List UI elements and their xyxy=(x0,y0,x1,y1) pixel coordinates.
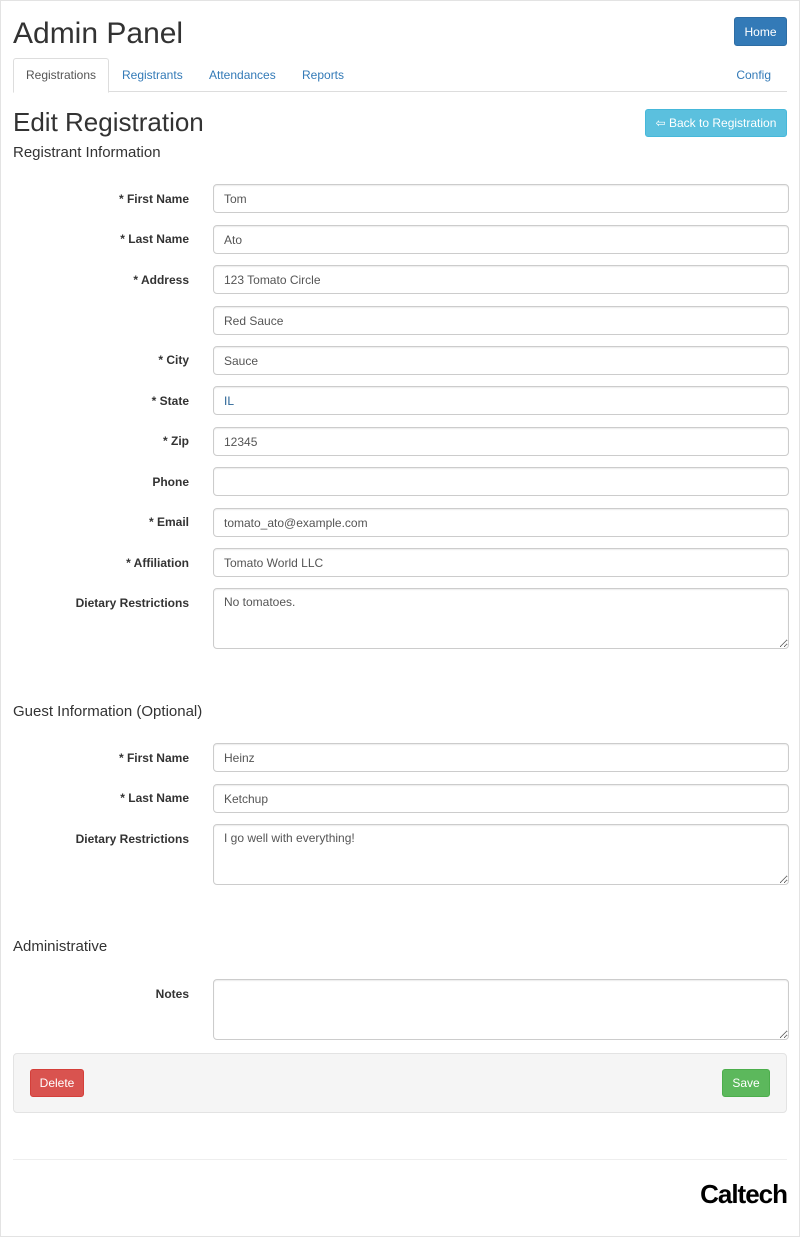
guest-first-name-input[interactable] xyxy=(213,743,789,772)
app-title: Admin Panel xyxy=(13,17,184,50)
guest-first-name-label: * First Name xyxy=(118,751,189,765)
last-name-input[interactable] xyxy=(213,225,789,254)
city-label: * City xyxy=(158,353,189,367)
dietary-restrictions-textarea[interactable] xyxy=(213,588,789,649)
tab-registrations[interactable]: Registrations xyxy=(13,58,109,93)
tab-attendances[interactable]: Attendances xyxy=(209,68,276,82)
home-button[interactable]: Home xyxy=(734,17,787,46)
delete-button[interactable]: Delete xyxy=(30,1069,84,1097)
notes-textarea[interactable] xyxy=(213,979,789,1040)
form-actions-bar xyxy=(13,1053,787,1113)
arrow-left-icon: ⇦ xyxy=(655,116,666,130)
phone-label: Phone xyxy=(152,475,189,489)
nav-tabs xyxy=(13,58,787,92)
tab-reports[interactable]: Reports xyxy=(302,68,345,82)
zip-label: * Zip xyxy=(163,434,189,448)
tab-registrants[interactable]: Registrants xyxy=(122,68,183,82)
zip-input[interactable] xyxy=(213,427,789,456)
admin-section-title: Administrative xyxy=(13,938,108,955)
email-label: * Email xyxy=(148,515,189,529)
dietary-restrictions-label: Dietary Restrictions xyxy=(75,596,189,610)
last-name-label: * Last Name xyxy=(120,232,189,246)
back-to-registration-button[interactable] xyxy=(645,109,787,137)
tab-config[interactable]: Config xyxy=(736,68,771,82)
affiliation-input[interactable] xyxy=(213,548,789,577)
back-button-label: Back to Registration xyxy=(669,116,777,130)
affiliation-label: * Affiliation xyxy=(126,556,189,570)
registrant-section-title: Registrant Information xyxy=(13,144,161,161)
guest-dietary-restrictions-label: Dietary Restrictions xyxy=(75,832,189,846)
first-name-label: * First Name xyxy=(118,192,189,206)
page-title: Edit Registration xyxy=(13,107,204,137)
city-input[interactable] xyxy=(213,346,789,375)
save-button[interactable]: Save xyxy=(722,1069,770,1097)
guest-dietary-restrictions-textarea[interactable] xyxy=(213,824,789,885)
state-label: * State xyxy=(151,394,189,408)
email-input[interactable] xyxy=(213,508,789,537)
first-name-input[interactable] xyxy=(213,184,789,213)
address-line2-input[interactable] xyxy=(213,306,789,335)
caltech-logo: Caltech xyxy=(700,1179,787,1209)
guest-section-title: Guest Information (Optional) xyxy=(13,703,203,720)
notes-label: Notes xyxy=(155,987,189,1001)
footer-divider xyxy=(13,1159,787,1160)
state-input[interactable] xyxy=(213,386,789,415)
address-line1-input[interactable] xyxy=(213,265,789,294)
address-label: * Address xyxy=(133,273,189,287)
guest-last-name-input[interactable] xyxy=(213,784,789,813)
guest-last-name-label: * Last Name xyxy=(120,791,189,805)
phone-input[interactable] xyxy=(213,467,789,496)
